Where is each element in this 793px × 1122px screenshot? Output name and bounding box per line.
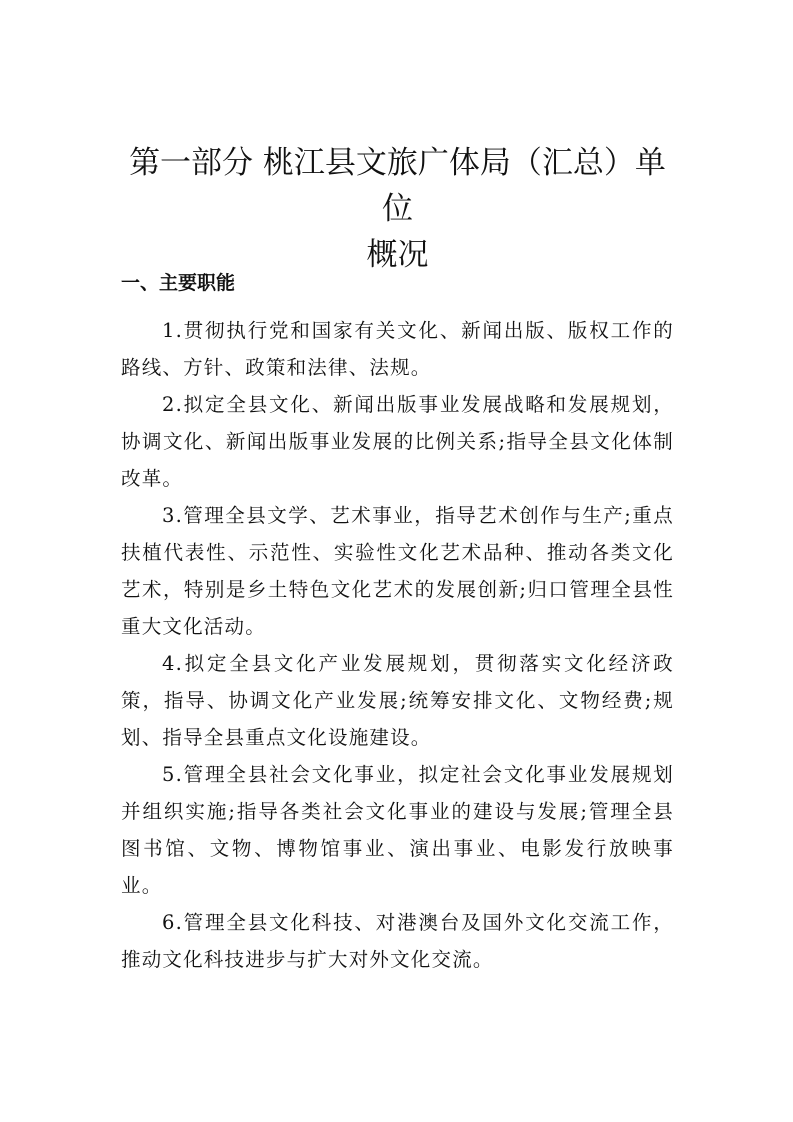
page-title-line-1: 第一部分 桃江县文旅广体局（汇总）单位 bbox=[129, 145, 666, 227]
paragraph-3: 3.管理全县文学、艺术事业，指导艺术创作与生产;重点扶植代表性、示范性、实验性文化艺术品种、推动各类文化艺术，特别是乡土特色文化艺术的发展创新;归口管理全县性重大文化活动。 bbox=[121, 504, 674, 638]
page-title bbox=[120, 140, 675, 278]
section-heading: 一、主要职能 bbox=[121, 272, 236, 294]
page-title-line-2: 概况 bbox=[366, 237, 429, 273]
document-body bbox=[121, 312, 674, 978]
paragraph-2: 2.拟定全县文化、新闻出版事业发展战略和发展规划，协调文化、新闻出版事业发展的比例关系;指导全县文化体制改革。 bbox=[121, 393, 674, 490]
paragraph-6: 6.管理全县文化科技、对港澳台及国外文化交流工作，推动文化科技进步与扩大对外文化交流。 bbox=[121, 911, 674, 971]
paragraph-4: 4.拟定全县文化产业发展规划，贯彻落实文化经济政策，指导、协调文化产业发展;统筹安排文化、文物经费;规划、指导全县重点文化设施建设。 bbox=[121, 652, 674, 749]
paragraph-1: 1.贯彻执行党和国家有关文化、新闻出版、版权工作的路线、方针、政策和法律、法规。 bbox=[121, 319, 674, 379]
paragraph-5: 5.管理全县社会文化事业，拟定社会文化事业发展规划并组织实施;指导各类社会文化事业的建设与发展;管理全县图书馆、文物、博物馆事业、演出事业、电影发行放映事业。 bbox=[121, 763, 674, 897]
